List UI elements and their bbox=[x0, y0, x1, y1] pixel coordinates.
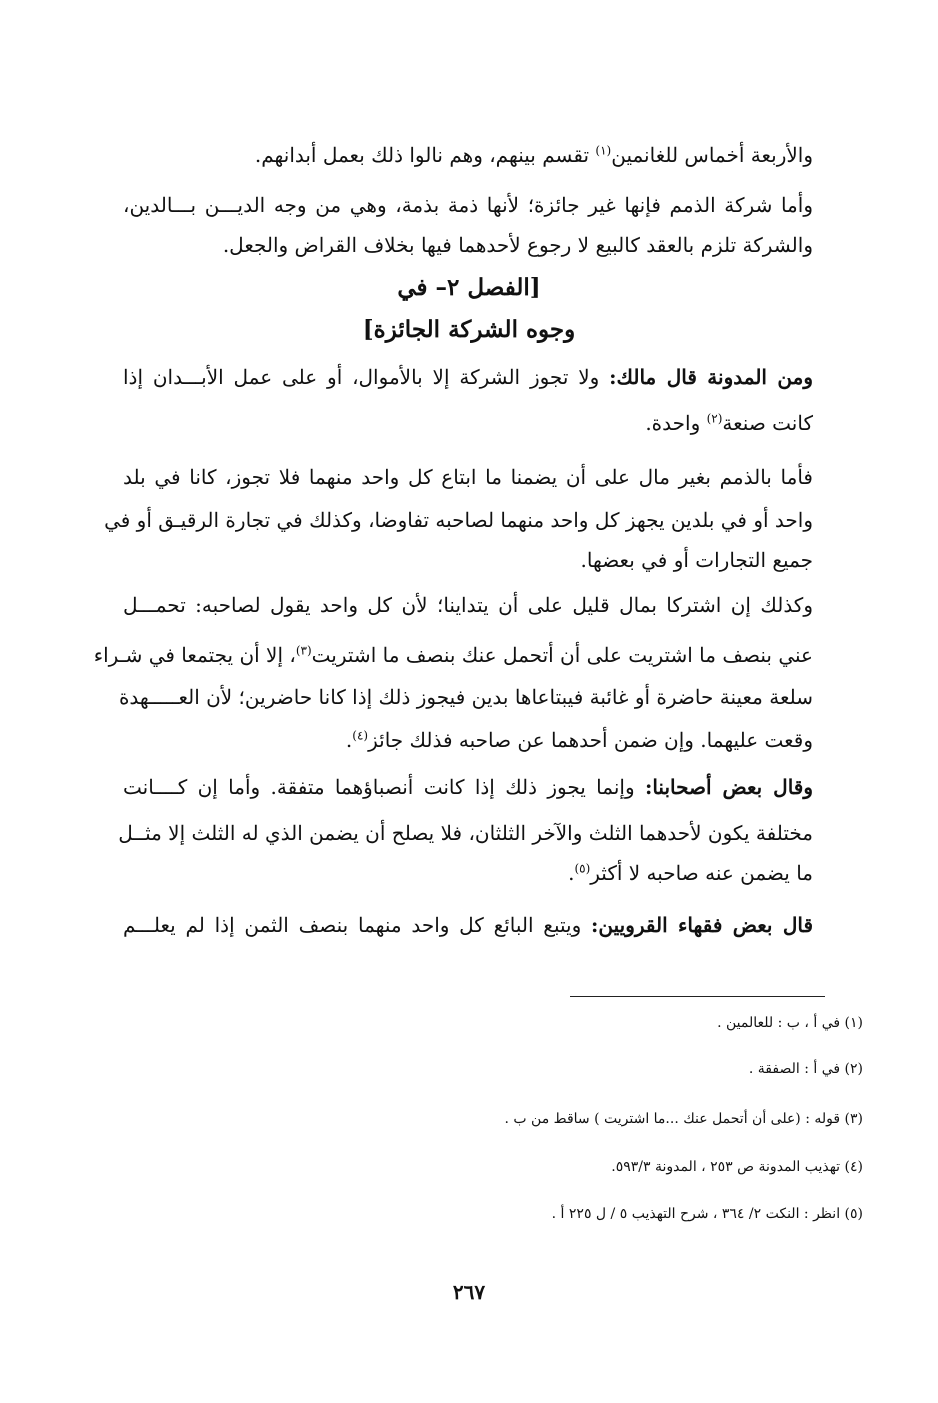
bold-lead: قال بعض فقهاء القرويين: bbox=[591, 913, 814, 937]
body-line bbox=[123, 772, 813, 802]
body-text: وقعت عليهما. وإن ضمن أحدهما عن صاحبه فذلك جائز bbox=[368, 728, 813, 752]
body-line bbox=[123, 408, 813, 438]
footnote-ref[interactable]: (٤) bbox=[352, 728, 369, 743]
body-line: فأما بالذمم بغير مال على أن يضمنا ما ابتاع كل واحد منهما فلا تجوز، كانا في بلد bbox=[123, 465, 813, 489]
bold-lead: ومن المدونة قال مالك: bbox=[609, 365, 813, 389]
body-line: وكذلك إن اشتركا بمال قليل على أن يتداينا؛ لأن كل واحد يقول لصاحبه: تحمـــل bbox=[123, 593, 813, 617]
section-heading: وجوه الشركة الجائزة] bbox=[362, 316, 576, 343]
footnote: (١) في أ ، ب : للعالمين . bbox=[717, 1015, 863, 1031]
body-text: ويتبع البائع كل واحد منهما بنصف الثمن إذا لم يعلـــم bbox=[123, 913, 591, 937]
body-line: وأما شركة الذمم فإنها غير جائزة؛ لأنها ذمة بذمة، وهي من وجه الديـــن بـــالدين، bbox=[123, 193, 813, 217]
footnote-ref[interactable]: (٣) bbox=[295, 643, 312, 658]
page-number: ٢٦٧ bbox=[452, 1280, 486, 1304]
body-line: مختلفة يكون لأحدهما الثلث والآخر الثلثان، فلا يصلح أن يضمن الذي له الثلث إلا مثــل bbox=[118, 821, 813, 845]
footnote-ref[interactable]: (٢) bbox=[706, 411, 723, 426]
footnote-separator bbox=[570, 996, 825, 997]
body-text: والأربعة أخماس للغانمين bbox=[611, 143, 813, 167]
body-line bbox=[123, 140, 813, 170]
body-text: كانت صنعة bbox=[722, 411, 813, 435]
section-heading: [الفصل ٢– في bbox=[397, 274, 541, 301]
body-line: سلعة معينة حاضرة أو غائبة فيبتاعاها بدين فيجوز ذلك إذا كانا حاضرين؛ لأن العـــــهدة bbox=[118, 685, 813, 709]
body-text: تقسم بينهم، وهم نالوا ذلك بعمل أبدانهم. bbox=[254, 143, 596, 167]
footnote-ref[interactable]: (١) bbox=[595, 143, 612, 158]
body-line bbox=[123, 725, 813, 755]
bold-lead: وقال بعض أصحابنا: bbox=[644, 775, 814, 799]
footnote: (٢) في أ : الصفقة . bbox=[748, 1061, 863, 1077]
body-text: وإنما يجوز ذلك إذا كانت أنصباؤهما متفقة. وأما إن كــــانت bbox=[123, 775, 645, 799]
footnote-ref[interactable]: (٥) bbox=[574, 861, 591, 876]
footnote: (٥) انظر : النكت ٢/ ٣٦٤ ، شرح التهذيب ٥ / ل ٢٢٥ أ . bbox=[551, 1206, 863, 1222]
body-text: . bbox=[345, 728, 353, 752]
body-line bbox=[123, 858, 813, 888]
body-text: ، إلا أن يجتمعا في شـراء bbox=[93, 643, 296, 667]
body-text: ولا تجوز الشركة إلا بالأموال، أو على عمل الأبـــدان إذا bbox=[123, 365, 610, 389]
body-line: واحد أو في بلدين يجهز كل واحد منهما لصاحبه تفاوضا، وكذلك في تجارة الرقيـق أو في bbox=[104, 508, 813, 532]
body-line: جميع التجارات أو في بعضها. bbox=[580, 548, 813, 572]
body-text: واحدة. bbox=[645, 411, 707, 435]
body-line: والشركة تلزم بالعقد كالبيع لا رجوع لأحدهما فيها بخلاف القراض والجعل. bbox=[222, 233, 813, 257]
footnote: (٤) تهذيب المدونة ص ٢٥٣ ، المدونة ٥٩٣/٣. bbox=[611, 1159, 863, 1175]
body-text: . bbox=[568, 861, 575, 885]
body-line bbox=[93, 640, 813, 670]
body-text: عني بنصف ما اشتريت على أن أتحمل عنك بنصف ما اشتريت bbox=[311, 643, 813, 667]
body-line bbox=[123, 910, 813, 940]
body-text: ما يضمن عنه صاحبه لا أكثر bbox=[590, 861, 813, 885]
footnote: (٣) قوله : (على أن أتحمل عنك ...ما اشتريت ) ساقط من ب . bbox=[504, 1111, 863, 1127]
body-line bbox=[123, 362, 813, 392]
